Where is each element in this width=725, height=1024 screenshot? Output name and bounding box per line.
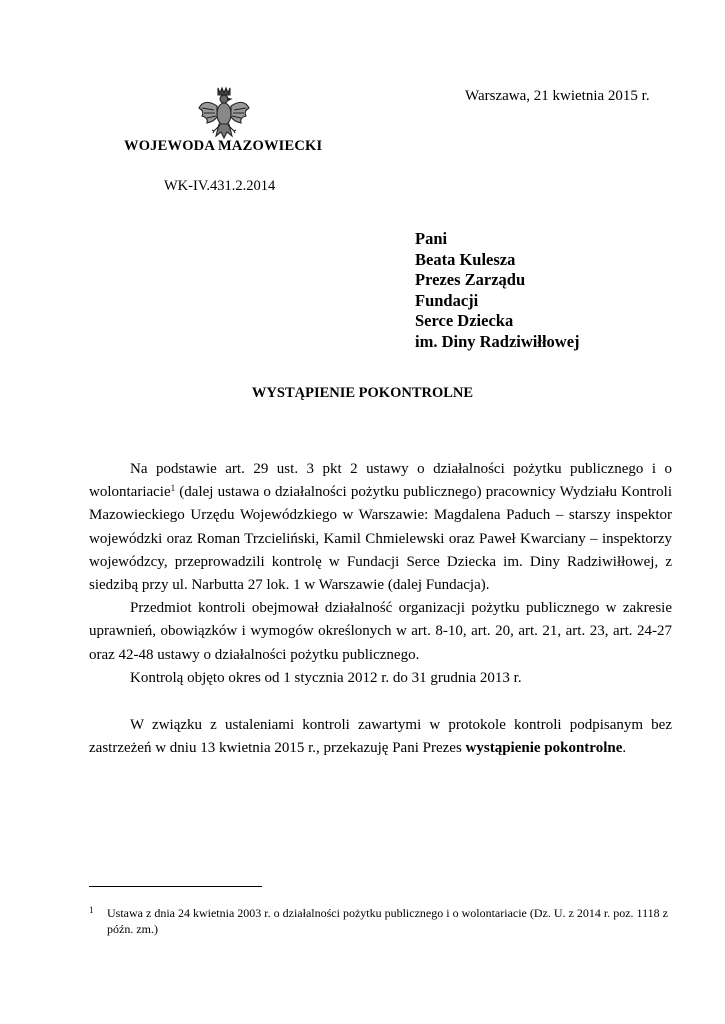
recipient-line: Fundacji [415, 290, 479, 310]
footnote-reference: 1 [170, 483, 176, 494]
reference-number: WK-IV.431.2.2014 [164, 178, 276, 194]
document-title: WYSTĄPIENIE POKONTROLNE [251, 385, 474, 401]
polish-eagle-emblem-icon [196, 84, 252, 146]
body-paragraph: Przedmiot kontroli obejmował działalność organizacji pożytku publicznego w zakresie uprawnień, obowiązków i wymogów określonych w art. 8-10, art. 20, art. 21, art. 23, art. 24-27 oraz 42-48 ustawy o działalności pożytku publicznego. [89, 600, 672, 663]
recipient-line: im. Diny Radziwiłłowej [415, 331, 580, 351]
recipient-line: Prezes Zarządu [415, 270, 526, 290]
place-and-date: Warszawa, 21 kwietnia 2015 r. [465, 88, 650, 104]
letter-body [89, 458, 672, 760]
recipient-line: Pani [415, 229, 448, 248]
body-paragraph: Na podstawie art. 29 ust. 3 pkt 2 ustawy o działalności pożytku publicznego i o wolontariacie$^1$ (dalej ustawa o działalności pożytku publicznego) pracownicy Wydziału Kontroli Mazowieckiego Urzędu Wojewódzkiego w Warszawie: Magdalena Paduch – starszy inspektor wojewódzki oraz Roman Trzcieliński, Kamil Chmielewski oraz Paweł Kwarciany – inspektorzy wojewódzcy, przeprowadzili kontrolę w Fundacji Serce Dziecka im. Diny Radziwiłłowej, z siedzibą przy ul. Narbutta 27 lok. 1 w Warszawie (dalej Fundacja). [89, 461, 672, 594]
footnote-divider [89, 886, 262, 887]
recipient-block [415, 229, 580, 353]
footnote-mark: 1 [89, 905, 94, 915]
recipient-line: Beata Kulesza [415, 249, 516, 269]
bold-phrase: wystąpienie pokontrolne [465, 739, 623, 756]
footnote-text: Ustawa z dnia 24 kwietnia 2003 r. o działalności pożytku publicznego i o wolontariacie (Dz. U. z 2014 r. poz. 1118 z późn. zm.) [107, 906, 668, 936]
recipient-line: Serce Dziecka [415, 311, 514, 331]
body-paragraph: W związku z ustaleniami kontroli zawartymi w protokole kontroli podpisanym bez zastrzeżeń w dniu 13 kwietnia 2015 r., przekazuję Pani Prezes wystąpienie pokontrolne. [89, 716, 672, 756]
issuer-name: WOJEWODA MAZOWIECKI [124, 138, 323, 154]
footnote [89, 905, 679, 937]
body-paragraph: Kontrolą objęto okres od 1 stycznia 2012 r. do 31 grudnia 2013 r. [130, 669, 522, 686]
